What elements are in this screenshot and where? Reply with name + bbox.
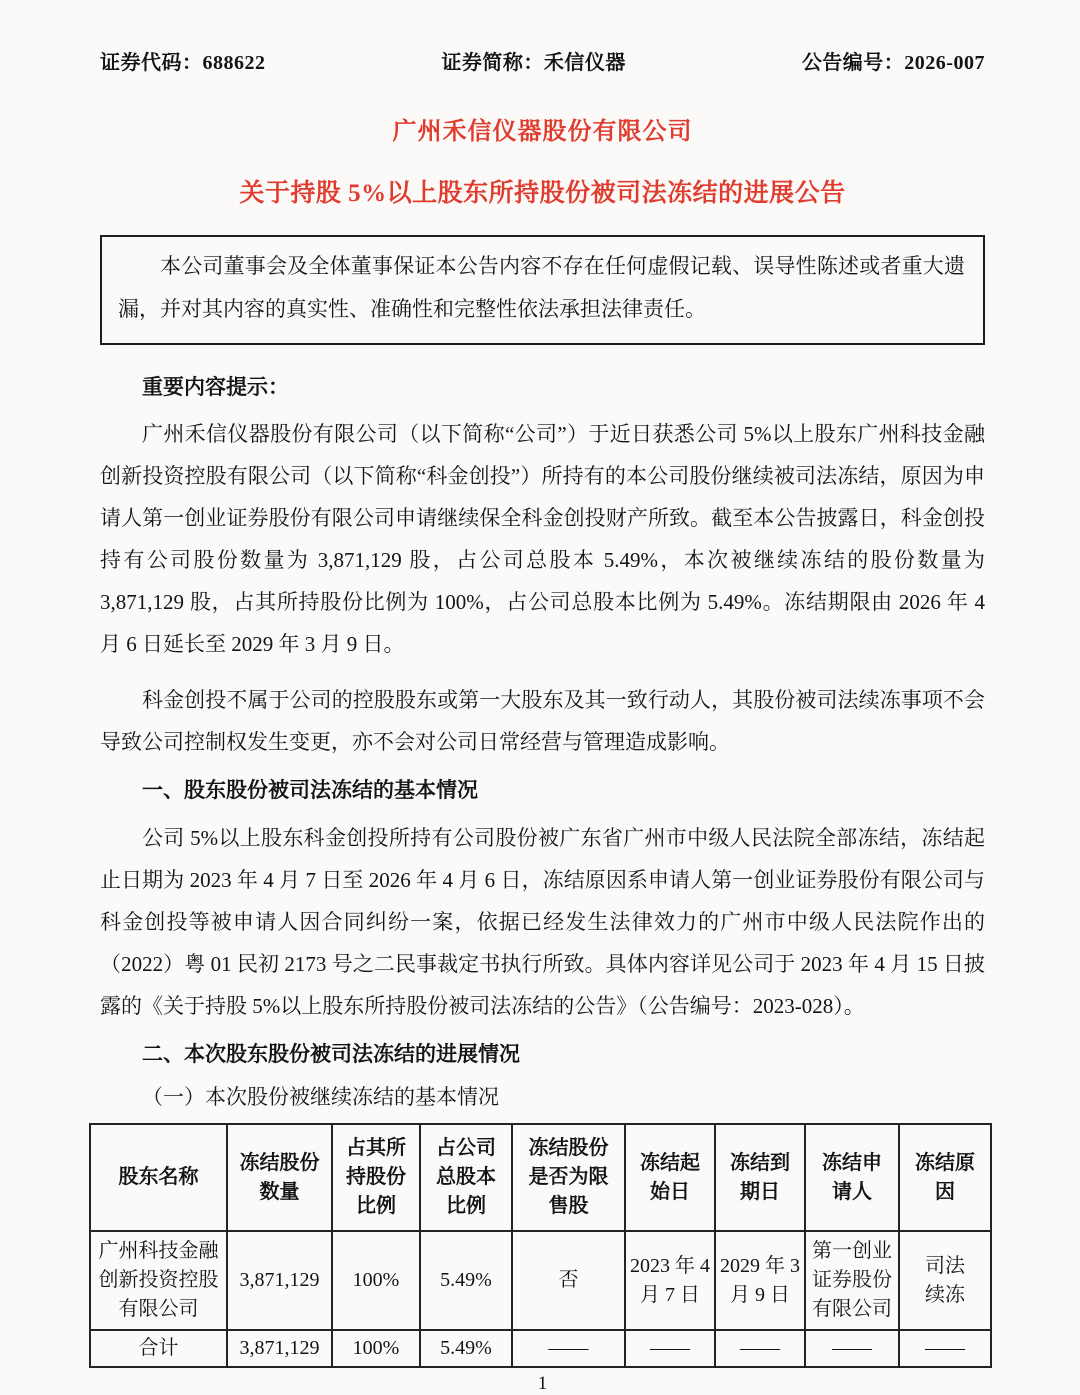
paragraph-freeze-summary: 广州禾信仪器股份有限公司（以下简称“公司”）于近日获悉公司 5%以上股东广州科技金融创新投资控股有限公司（以下简称“科金创投”）所持有的本公司股份继续被司法冻结，原因为申请人第一创业证券股份有限公司申请继续保全科金创投财产所致。截至本公告披露日，科金创投持有公司股份数量为 3,871,129 股，占公司总股本 5.49%，本次被继续冻结的股份数量为 3,871,129 股，占其所持股份比例为 100%，占公司总股本比例为 5.49%。冻结期限由 2026 年 4 月 6 日延长至 2029 年 3 月 9 日。 xyxy=(100,422,985,656)
cell-total-frozen-shares: 3,871,129 xyxy=(227,1330,332,1367)
company-title: 广州禾信仪器股份有限公司 xyxy=(392,119,693,145)
announcement-title: 关于持股 5%以上股东所持股份被司法冻结的进展公告 xyxy=(239,180,846,207)
paragraph-control-impact: 科金创投不属于公司的控股股东或第一大股东及其一致行动人，其股份被司法续冻事项不会导致公司控制权发生变更，亦不会对公司日常经营与管理造成影响。 xyxy=(100,688,985,754)
cell-total-restricted: —— xyxy=(512,1330,625,1367)
column-header-pct-of-holding: 占其所持股份比例 xyxy=(332,1124,420,1231)
table-row-total xyxy=(90,1330,991,1367)
important-hint-heading: 重要内容提示： xyxy=(142,375,289,399)
column-header-frozen-shares: 冻结股份数量 xyxy=(227,1124,332,1231)
section-2-heading: 二、本次股东股份被司法冻结的进展情况 xyxy=(142,1042,520,1066)
board-disclaimer-text: 本公司董事会及全体董事保证本公告内容不存在任何虚假记载、误导性陈述或者重大遗漏，并对其内容的真实性、准确性和完整性依法承担法律责任。 xyxy=(118,254,965,321)
cell-pct-of-total: 5.49% xyxy=(420,1231,512,1330)
column-header-restricted: 冻结股份是否为限售股 xyxy=(512,1124,625,1231)
table-row-shareholder xyxy=(90,1231,991,1330)
cell-total-end-date: —— xyxy=(715,1330,805,1367)
page-number: 1 xyxy=(537,1373,548,1394)
cell-total-pct-of-total: 5.49% xyxy=(420,1330,512,1367)
board-disclaimer-box xyxy=(100,235,985,345)
cell-total-pct-of-holding: 100% xyxy=(332,1330,420,1367)
column-header-reason: 冻结原因 xyxy=(899,1124,991,1231)
cell-frozen-shares: 3,871,129 xyxy=(227,1231,332,1330)
paragraph-freeze-background: 公司 5%以上股东科金创投所持有公司股份被广东省广州市中级人民法院全部冻结，冻结起止日期为 2023 年 4 月 7 日至 2026 年 4 月 6 日，冻结原因系申请人第一创业证券股份有限公司与科金创投等被申请人因合同纠纷一案，依据已经发生法律效力的广州市中级人民法院作出的（2022）粤 01 民初 2173 号之二民事裁定书执行所致。具体内容详见公司于 2023 年 4 月 15 日披露的《关于持股 5%以上股东所持股份被司法冻结的公告》（公告编号：2023-028）。 xyxy=(100,826,985,1018)
cell-applicant: 第一创业证券股份有限公司 xyxy=(805,1231,899,1330)
stock-code-label: 证券代码：688622 xyxy=(100,52,266,74)
column-header-end-date: 冻结到期日 xyxy=(715,1124,805,1231)
cell-start-date: 2023 年 4 月 7 日 xyxy=(625,1231,715,1330)
subsection-1-heading: （一）本次股份被继续冻结的基本情况 xyxy=(142,1085,499,1109)
section-1-heading: 一、股东股份被司法冻结的基本情况 xyxy=(142,778,478,802)
column-header-shareholder: 股东名称 xyxy=(90,1124,227,1231)
cell-reason: 司法续冻 xyxy=(899,1231,991,1330)
freeze-detail-table xyxy=(89,1123,992,1368)
document-header xyxy=(100,46,985,75)
stock-name-label: 证券简称：禾信仪器 xyxy=(441,52,626,74)
cell-total-start-date: —— xyxy=(625,1330,715,1367)
cell-restricted: 否 xyxy=(512,1231,625,1330)
cell-pct-of-holding: 100% xyxy=(332,1231,420,1330)
cell-shareholder-name: 广州科技金融创新投资控股有限公司 xyxy=(90,1231,227,1330)
column-header-applicant: 冻结申请人 xyxy=(805,1124,899,1231)
cell-total-reason: —— xyxy=(899,1330,991,1367)
table-header-row xyxy=(90,1124,991,1231)
cell-total-label: 合计 xyxy=(90,1330,227,1367)
column-header-start-date: 冻结起始日 xyxy=(625,1124,715,1231)
cell-total-applicant: —— xyxy=(805,1330,899,1367)
announcement-number-label: 公告编号：2026-007 xyxy=(801,52,985,74)
column-header-pct-of-total: 占公司总股本比例 xyxy=(420,1124,512,1231)
cell-end-date: 2029 年 3 月 9 日 xyxy=(715,1231,805,1330)
